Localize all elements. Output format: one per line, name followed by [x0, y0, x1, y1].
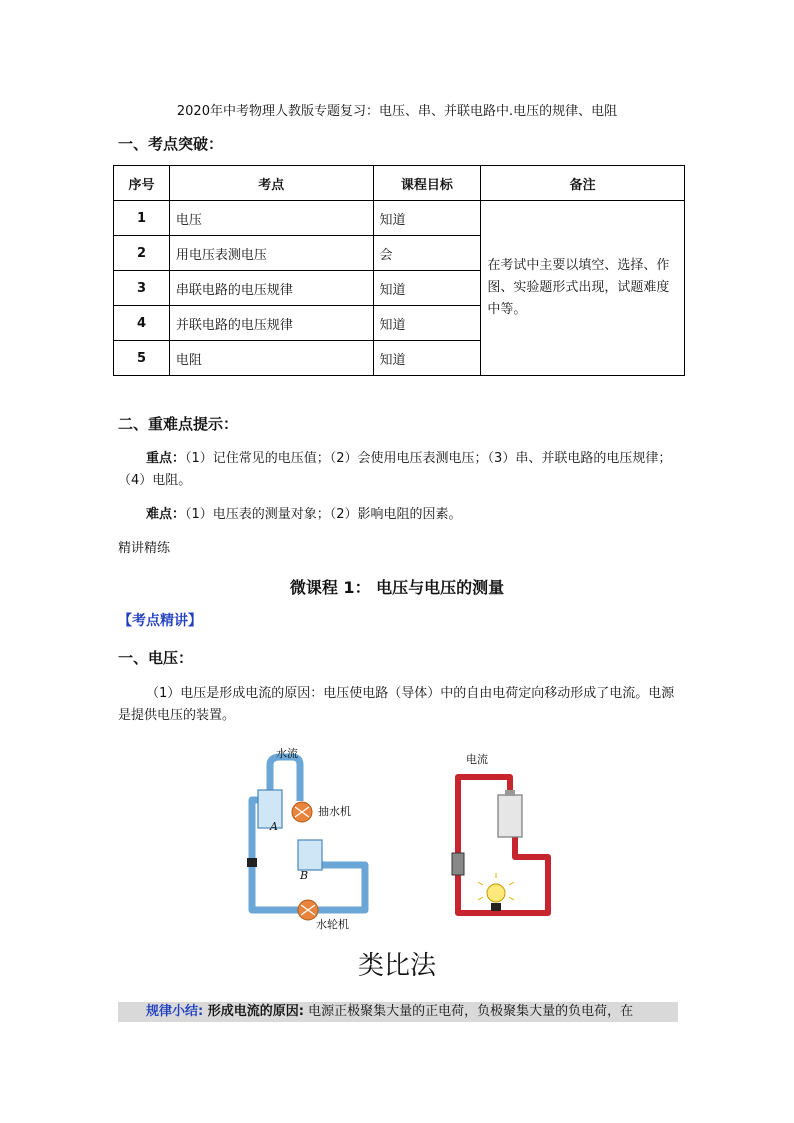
lesson-title: 微课程 1： 电压与电压的测量 [289, 578, 505, 597]
electric-circuit [452, 752, 548, 913]
tank-b [298, 840, 322, 870]
voltage-paragraph: （1）电压是形成电流的原因：电压使电路（导体）中的自由电荷定向移动形成了电流。电源是提供电压的装置。 [118, 686, 675, 723]
row-no: 5 [114, 341, 170, 376]
summary-text: 电源正极聚集大量的正电荷，负极聚集大量的负电荷，在 [303, 1004, 634, 1019]
label-b: B [300, 869, 309, 882]
summary-bold: 形成电流的原因: [207, 1004, 304, 1019]
row-point: 并联电路的电压规律 [169, 306, 373, 341]
section-heading-1: 一、考点突破： [118, 135, 224, 153]
key-points-table [113, 165, 685, 376]
header-goal: 课程目标 [373, 166, 481, 201]
summary-bar [118, 1002, 678, 1022]
turbine-label: 水轮机 [316, 918, 349, 931]
row-goal: 知道 [373, 201, 481, 236]
practice-label: 精讲精练 [118, 541, 171, 556]
valve-icon [247, 858, 257, 867]
water-circuit [247, 746, 365, 931]
difficult-points-text: （1）电压表的测量对象；（2）影响电阻的因素。 [185, 507, 462, 522]
difficult-points-paragraph [118, 504, 678, 526]
row-goal: 知道 [373, 306, 481, 341]
analogy-figure [240, 745, 580, 935]
bulb-base [491, 903, 501, 911]
header-point: 考点 [169, 166, 373, 201]
current-label: 电流 [466, 753, 488, 766]
battery-terminal [505, 790, 515, 796]
bulb-icon [487, 884, 505, 902]
row-goal: 知道 [373, 341, 481, 376]
row-remark: 在考试中主要以填空、选择、作图、实验题形式出现，试题难度中等。 [481, 201, 685, 376]
row-no: 2 [114, 236, 170, 271]
pump-label: 抽水机 [318, 805, 351, 818]
topic-tag: 【考点精讲】 [118, 613, 202, 629]
water-flow-label: 水流 [276, 747, 298, 760]
header-remark: 备注 [481, 166, 685, 201]
table-row [114, 201, 685, 236]
row-goal: 会 [373, 236, 481, 271]
row-goal: 知道 [373, 271, 481, 306]
row-point: 电阻 [169, 341, 373, 376]
key-points-paragraph [118, 448, 678, 492]
section-voltage-heading: 一、电压： [118, 649, 194, 667]
label-a: A [270, 820, 278, 833]
difficult-points-label: 难点： [146, 507, 186, 522]
row-no: 3 [114, 271, 170, 306]
header-no: 序号 [114, 166, 170, 201]
document-title: 2020年中考物理人教版专题复习：电压、串、并联电路中.电压的规律、电阻 [176, 104, 618, 119]
row-point: 串联电路的电压规律 [169, 271, 373, 306]
row-no: 4 [114, 306, 170, 341]
row-no: 1 [114, 201, 170, 236]
section-heading-2: 二、重难点提示： [118, 415, 239, 433]
table-header-row [114, 166, 685, 201]
battery-icon [498, 795, 522, 837]
row-point: 电压 [169, 201, 373, 236]
row-point: 用电压表测电压 [169, 236, 373, 271]
figure-caption: 类比法 [357, 951, 436, 981]
key-points-text: （1）记住常见的电压值；（2）会使用电压表测电压；（3）串、并联电路的电压规律；（4）电阻。 [118, 451, 672, 488]
switch-icon [452, 853, 464, 875]
key-points-label: 重点： [146, 451, 186, 466]
summary-label: 规律小结: [146, 1004, 208, 1019]
